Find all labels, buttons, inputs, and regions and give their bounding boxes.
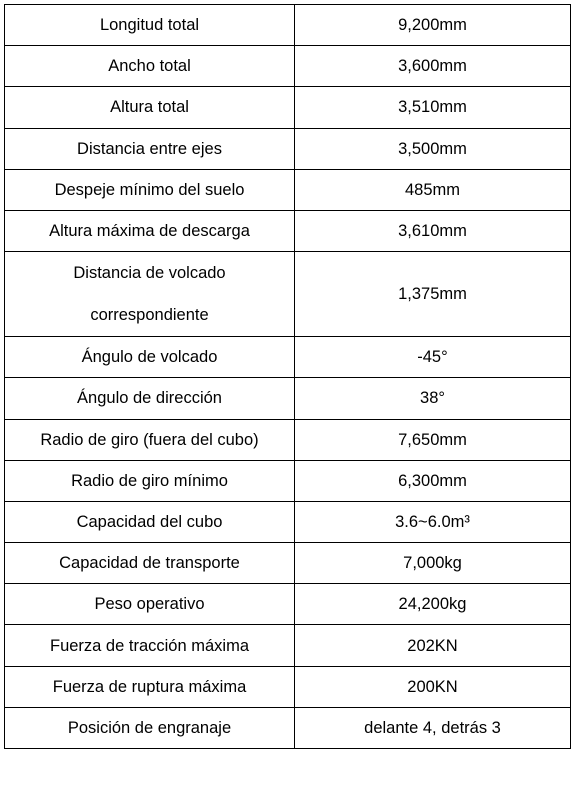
spec-label: Radio de giro mínimo xyxy=(5,460,295,501)
spec-label: Ancho total xyxy=(5,46,295,87)
table-row xyxy=(5,625,571,666)
spec-label: Posición de engranaje xyxy=(5,707,295,748)
spec-value: 6,300mm xyxy=(295,460,571,501)
spec-value: 9,200mm xyxy=(295,5,571,46)
spec-label: Distancia entre ejes xyxy=(5,128,295,169)
table-row xyxy=(5,378,571,419)
table-row xyxy=(5,543,571,584)
table-row xyxy=(5,501,571,542)
spec-label: Capacidad del cubo xyxy=(5,501,295,542)
spec-label: Altura máxima de descarga xyxy=(5,210,295,251)
spec-value: 3,600mm xyxy=(295,46,571,87)
table-row xyxy=(5,419,571,460)
spec-label: Peso operativo xyxy=(5,584,295,625)
spec-value: 7,000kg xyxy=(295,543,571,584)
spec-value: 1,375mm xyxy=(295,252,571,337)
spec-value: 7,650mm xyxy=(295,419,571,460)
spec-label: Fuerza de ruptura máxima xyxy=(5,666,295,707)
table-row xyxy=(5,87,571,128)
specifications-table xyxy=(4,4,571,749)
spec-value: 3,500mm xyxy=(295,128,571,169)
table-row xyxy=(5,252,571,337)
table-row xyxy=(5,169,571,210)
spec-label-line: Distancia de volcado xyxy=(73,264,226,283)
spec-value: 3,610mm xyxy=(295,210,571,251)
spec-value: delante 4, detrás 3 xyxy=(295,707,571,748)
spec-value: 38° xyxy=(295,378,571,419)
spec-label: Longitud total xyxy=(5,5,295,46)
spec-label: Radio de giro (fuera del cubo) xyxy=(5,419,295,460)
spec-label: Ángulo de volcado xyxy=(5,337,295,378)
table-row xyxy=(5,5,571,46)
table-row xyxy=(5,128,571,169)
spec-value: 200KN xyxy=(295,666,571,707)
spec-value: 485mm xyxy=(295,169,571,210)
spec-label: Despeje mínimo del suelo xyxy=(5,169,295,210)
table-row xyxy=(5,707,571,748)
spec-label xyxy=(5,252,295,337)
spec-label: Capacidad de transporte xyxy=(5,543,295,584)
table-row xyxy=(5,460,571,501)
table-row xyxy=(5,210,571,251)
spec-label-line: correspondiente xyxy=(90,306,209,325)
spec-label: Fuerza de tracción máxima xyxy=(5,625,295,666)
spec-value: 3,510mm xyxy=(295,87,571,128)
spec-value: 202KN xyxy=(295,625,571,666)
table-row xyxy=(5,666,571,707)
spec-value: -45° xyxy=(295,337,571,378)
table-row xyxy=(5,584,571,625)
spec-label: Altura total xyxy=(5,87,295,128)
spec-value: 24,200kg xyxy=(295,584,571,625)
spec-label: Ángulo de dirección xyxy=(5,378,295,419)
spec-value: 3.6~6.0m³ xyxy=(295,501,571,542)
table-row xyxy=(5,337,571,378)
table-row xyxy=(5,46,571,87)
